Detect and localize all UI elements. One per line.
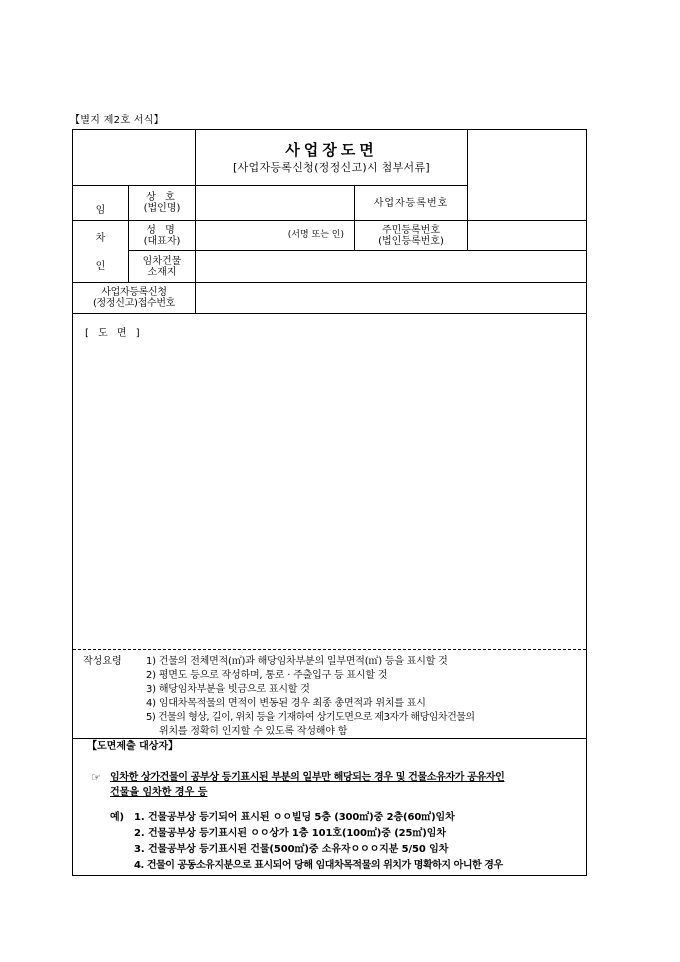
guideline-item-4: 4) 임대차목적물의 면적이 변동된 경우 최종 총면적과 위치를 표시 bbox=[146, 698, 426, 709]
submission-condition-line1: 임차한 상가건물이 공부상 등기표시된 부분의 일부만 해당되는 경우 및 건물소유자가 공유자인 bbox=[110, 772, 505, 783]
guidelines-label: 작성요령 bbox=[83, 656, 122, 667]
receipt-no-field[interactable] bbox=[196, 283, 586, 313]
drawing-area[interactable] bbox=[73, 314, 586, 649]
guideline-item-1: 1) 건물의 전체면적(㎡)과 해당임차부분의 일부면적(㎡) 등을 표시할 것 bbox=[146, 656, 448, 667]
resident-reg-no-field[interactable] bbox=[468, 221, 586, 250]
guideline-item-5: 5) 건물의 형상, 길이, 위치 등을 기재하여 상기도면으로 제3자가 해당임차건물의 bbox=[146, 712, 475, 723]
business-reg-no-field[interactable] bbox=[468, 186, 586, 220]
pointing-hand-icon: ☞ bbox=[91, 771, 101, 784]
representative-name-label: 성 명 (대표자) bbox=[143, 224, 181, 247]
guideline-item-3: 3) 해당임차부분을 빗금으로 표시할 것 bbox=[146, 684, 310, 695]
rule-guidelines-bottom bbox=[73, 738, 586, 739]
tenant-side-char-2: 차 bbox=[95, 232, 106, 244]
signature-note: (서명 또는 인) bbox=[287, 230, 344, 240]
tenant-side-char-1: 임 bbox=[95, 204, 106, 216]
form-number-label: 【별지 제2호 서식】 bbox=[70, 115, 164, 126]
tenant-side-char-3: 인 bbox=[95, 260, 106, 272]
business-reg-no-label: 사업자등록번호 bbox=[373, 197, 449, 209]
guideline-item-5-cont: 위치를 정확히 인지할 수 있도록 작성해야 함 bbox=[159, 726, 348, 737]
submission-condition-line2: 건물을 임차한 경우 등 bbox=[110, 787, 208, 798]
page-title: 사업장도면 bbox=[285, 140, 378, 159]
business-site-drawing-form bbox=[72, 129, 587, 876]
resident-reg-no-label: 주민등록번호 (법인등록번호) bbox=[378, 224, 444, 247]
receipt-no-label: 사업자등록신청 (정정신고)접수번호 bbox=[92, 287, 176, 309]
example-item-4: 4. 건물이 공동소유지분으로 표시되어 당해 임대차목적물의 위치가 명확하지 아니한 경우 bbox=[134, 860, 503, 871]
building-location-field[interactable] bbox=[196, 251, 586, 282]
page-subtitle: [사업자등록신청(정정신고)시 첨부서류] bbox=[233, 160, 430, 174]
example-item-1: 1. 건물공부상 등기되어 표시된 ㅇㅇ빌딩 5층 (300㎡)중 2층(60㎡)임차 bbox=[134, 812, 455, 823]
drawing-label: [ 도 면 ] bbox=[85, 328, 143, 339]
guideline-item-2: 2) 평면도 등으로 작성하며, 통로 · 주출입구 등 표시할 것 bbox=[146, 670, 388, 681]
example-item-3: 3. 건물공부상 등기표시된 건물(500㎡)중 소유자ㅇㅇㅇ지분 5/50 임차 bbox=[134, 844, 449, 855]
form-title bbox=[196, 130, 467, 185]
submission-heading: 【도면제출 대상자】 bbox=[87, 741, 179, 752]
example-prefix: 예) bbox=[110, 812, 125, 823]
trade-name-field[interactable] bbox=[196, 186, 354, 220]
building-location-label: 임차건물 소재지 bbox=[142, 255, 182, 278]
guidelines-divider bbox=[73, 649, 586, 650]
trade-name-label: 상 호 (법인명) bbox=[143, 192, 181, 214]
representative-name-field[interactable] bbox=[196, 221, 354, 250]
example-item-2: 2. 건물공부상 등기표시된 ㅇㅇ상가 1층 101호(100㎡)중 (25㎡)임차 bbox=[134, 828, 446, 839]
